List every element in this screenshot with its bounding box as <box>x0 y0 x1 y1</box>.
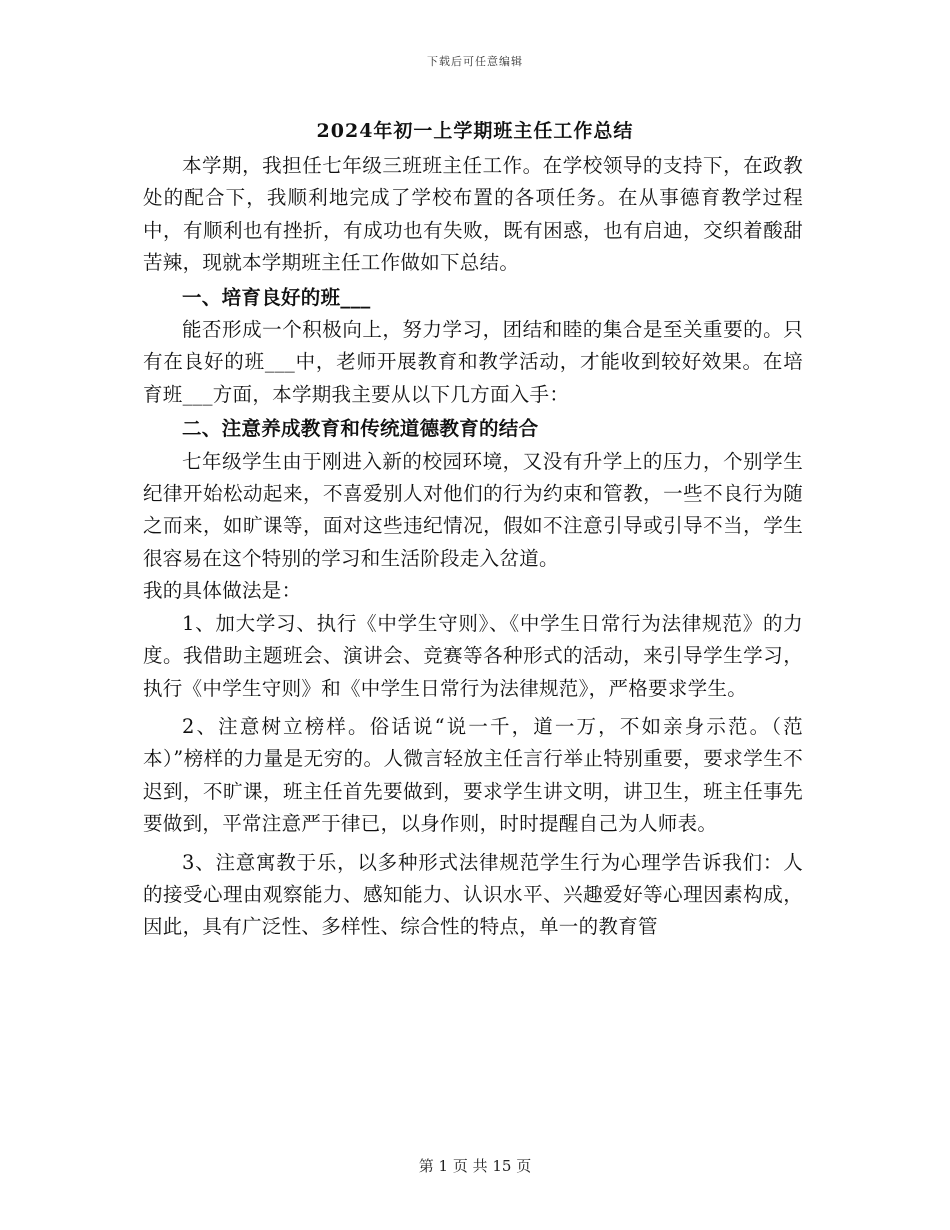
document-title: 2024年初一上学期班主任工作总结 <box>316 120 634 142</box>
page-header-note: 下载后可任意编辑 <box>427 55 523 68</box>
section-heading-2: 二、注意养成教育和传统道德教育的结合 <box>182 417 539 441</box>
paragraph-method-2: 2、注意树立榜样。俗话说“说一千，道一万，不如亲身示范。（范本）”榜样的力量是无穷的。人微言轻放主任言行举止特别重要，要求学生不迟到，不旷课，班主任首先要做到，要求学生讲文明，讲卫生，班主任事先要做到，平常注意严于律已，以身作则，时时提醒自己为人师表。 <box>143 714 803 836</box>
section-heading-1: 一、培育良好的班___ <box>182 285 371 309</box>
document-body <box>143 150 803 944</box>
paragraph-methods-lead: 我的具体做法是： <box>143 579 302 603</box>
paragraph-class-culture: 能否形成一个积极向上，努力学习，团结和睦的集合是至关重要的。只有在良好的班___中，老师开展教育和教学活动，才能收到较好效果。在培育班___方面，本学期我主要从以下几方面入手： <box>143 318 803 406</box>
page-number-footer: 第 1 页 共 15 页 <box>418 1157 532 1175</box>
paragraph-method-3: 3、注意寓教于乐，以多种形式法律规范学生行为心理学告诉我们：人的接受心理由观察能力、感知能力、认识水平、兴趣爱好等心理因素构成，因此，具有广泛性、多样性、综合性的特点，单一的教育管 <box>143 850 803 939</box>
paragraph-method-1: 1、加大学习、执行《中学生守则》、《中学生日常行为法律规范》的力度。我借助主题班会、演讲会、竞赛等各种形式的活动，来引导学生学习，执行《中学生守则》和《中学生日常行为法律规范》，严格要求学生。 <box>143 611 803 700</box>
paragraph-intro: 本学期，我担任七年级三班班主任工作。在学校领导的支持下，在政教处的配合下，我顺利地完成了学校布置的各项任务。在从事德育教学过程中，有顺利也有挫折，有成功也有失败，既有困惑，也有启迪，交织着酸甜苦辣，现就本学期班主任工作做如下总结。 <box>143 154 803 275</box>
paragraph-grade-seven: 七年级学生由于刚进入新的校园环境，又没有升学上的压力，个别学生纪律开始松动起来，不喜爱别人对他们的行为约束和管教，一些不良行为随之而来，如旷课等，面对这些违纪情况，假如不注意引导或引导不当，学生很容易在这个特别的学习和生活阶段走入岔道。 <box>143 449 803 570</box>
